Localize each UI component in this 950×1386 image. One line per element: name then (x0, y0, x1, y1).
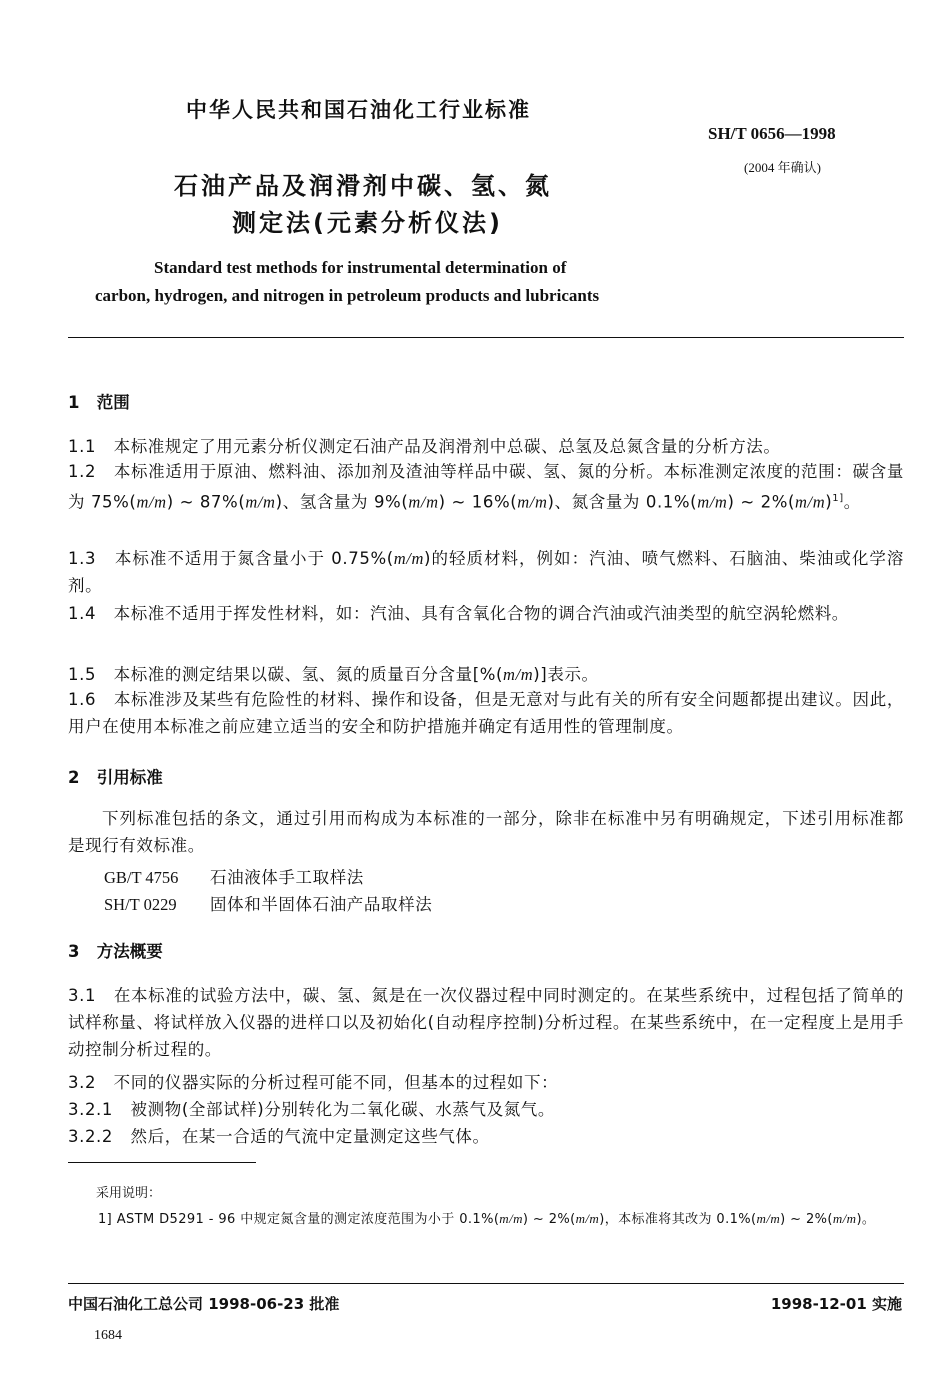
section-title: 范围 (96, 393, 130, 412)
clause-number: 3.2.2 (68, 1127, 113, 1146)
clause-number: 3.1 (68, 986, 97, 1005)
reference-item (104, 891, 432, 915)
paragraph-1-6: 1.6 本标准涉及某些有危险性的材料、操作和设备，但是无意对与此有关的所有安全问题都提出建议。因此，用户在使用本标准之前应建立适当的安全和防护措施并确定有适用性的管理制度。 (68, 690, 904, 736)
section-2-heading (68, 764, 163, 788)
section-2-intro: 下列标准包括的条文，通过引用而构成为本标准的一部分，除非在标准中另有明确规定，下述引用标准都是现行有效标准。 (68, 809, 904, 855)
header-divider (68, 337, 904, 338)
clause-number: 1.4 (68, 604, 97, 623)
section-title: 引用标准 (96, 768, 163, 787)
paragraph-1-3: 1.3 本标准不适用于氮含量小于 0.75%(m/m)的轻质材料，例如：汽油、喷气燃料、石脑油、柴油或化学溶剂。 (68, 549, 904, 595)
footnote-text: 1] ASTM D5291 - 96 中规定氮含量的测定浓度范围为小于 0.1%(m/m) ~ 2%(m/m)，本标准将其改为 0.1%(m/m) ~ 2%(m/m)。 (98, 1211, 876, 1227)
clause-text: 本标准规定了用元素分析仪测定石油产品及润滑剂中总碳、总氢及总氮含量的分析方法。 (113, 437, 781, 456)
paragraph-1-5: 1.5 本标准的测定结果以碳、氢、氮的质量百分含量[%(m/m)]表示。 (68, 665, 599, 684)
paragraph-1-4: 1.4 本标准不适用于挥发性材料，如：汽油、具有含氧化合物的调合汽油或汽油类型的航空涡轮燃料。 (68, 604, 849, 623)
section-title: 方法概要 (96, 942, 163, 961)
footer-divider (68, 1283, 904, 1284)
section-number: 1 (68, 393, 80, 412)
footnote-ref[interactable]: 1] (832, 493, 844, 504)
confirmation-note: (2004 年确认) (744, 160, 821, 175)
clause-number: 3.2 (68, 1073, 97, 1092)
clause-number: 1.3 (68, 549, 97, 568)
approval-note: 中国石油化工总公司 1998-06-23 批准 (68, 1295, 340, 1313)
org-title: 中华人民共和国石油化工行业标准 (186, 98, 531, 122)
clause-number: 1.1 (68, 437, 97, 456)
section-number: 3 (68, 942, 80, 961)
english-title-line1: Standard test methods for instrumental determination of (154, 258, 567, 277)
footnote-divider (68, 1162, 256, 1163)
doc-title-line2: 测定法(元素分析仪法) (232, 209, 503, 237)
paragraph-3-2-1: 3.2.1 被测物(全部试样)分别转化为二氧化碳、水蒸气及氮气。 (68, 1100, 556, 1119)
section-number: 2 (68, 768, 80, 787)
paragraph-1-2: 1.2 本标准适用于原油、燃料油、添加剂及渣油等样品中碳、氢、氮的分析。本标准测定浓度的范围：碳含量为 75%(m/m) ~ 87%(m/m)、氢含量为 9%(m/m) ~ 16%(m/m)、氮含量为 0.1%(m/m) ~ $2\%(m/m)^{1]}$。 (68, 462, 904, 512)
paragraph-3-1: 3.1 在本标准的试验方法中，碳、氢、氮是在一次仪器过程中同时测定的。在某些系统中，过程包括了简单的试样称量、将试样放入仪器的进样口以及初始化(自动程序控制)分析过程。在某些系统中，在一定程度上是用手动控制分析过程的。 (68, 986, 904, 1059)
clause-number: 1.2 (68, 462, 97, 481)
reference-name: 固体和半固体石油产品取样法 (210, 895, 433, 914)
paragraph-1-1 (68, 433, 781, 457)
page-number: 1684 (94, 1328, 122, 1343)
footnote-label: 采用说明： (96, 1186, 162, 1201)
paragraph-3-2: 3.2 不同的仪器实际的分析过程可能不同，但基本的过程如下： (68, 1073, 559, 1092)
footnote-mark: 1] (98, 1212, 113, 1227)
doc-title-line1: 石油产品及润滑剂中碳、氢、氮 (174, 172, 552, 200)
reference-code: GB/T 4756 (104, 868, 179, 887)
standard-number: SH/T 0656—1998 (708, 124, 836, 143)
clause-number: 1.6 (68, 690, 97, 709)
section-3-heading (68, 938, 163, 962)
reference-code: SH/T 0229 (104, 895, 177, 914)
clause-number: 1.5 (68, 665, 97, 684)
reference-item (104, 864, 364, 888)
english-title-line2: carbon, hydrogen, and nitrogen in petroleum products and lubricants (95, 286, 600, 305)
clause-number: 3.2.1 (68, 1100, 113, 1119)
section-1-heading (68, 389, 130, 413)
reference-name: 石油液体手工取样法 (210, 868, 364, 887)
paragraph-3-2-2: 3.2.2 然后，在某一合适的气流中定量测定这些气体。 (68, 1127, 490, 1146)
effective-date: 1998-12-01 实施 (770, 1295, 902, 1313)
